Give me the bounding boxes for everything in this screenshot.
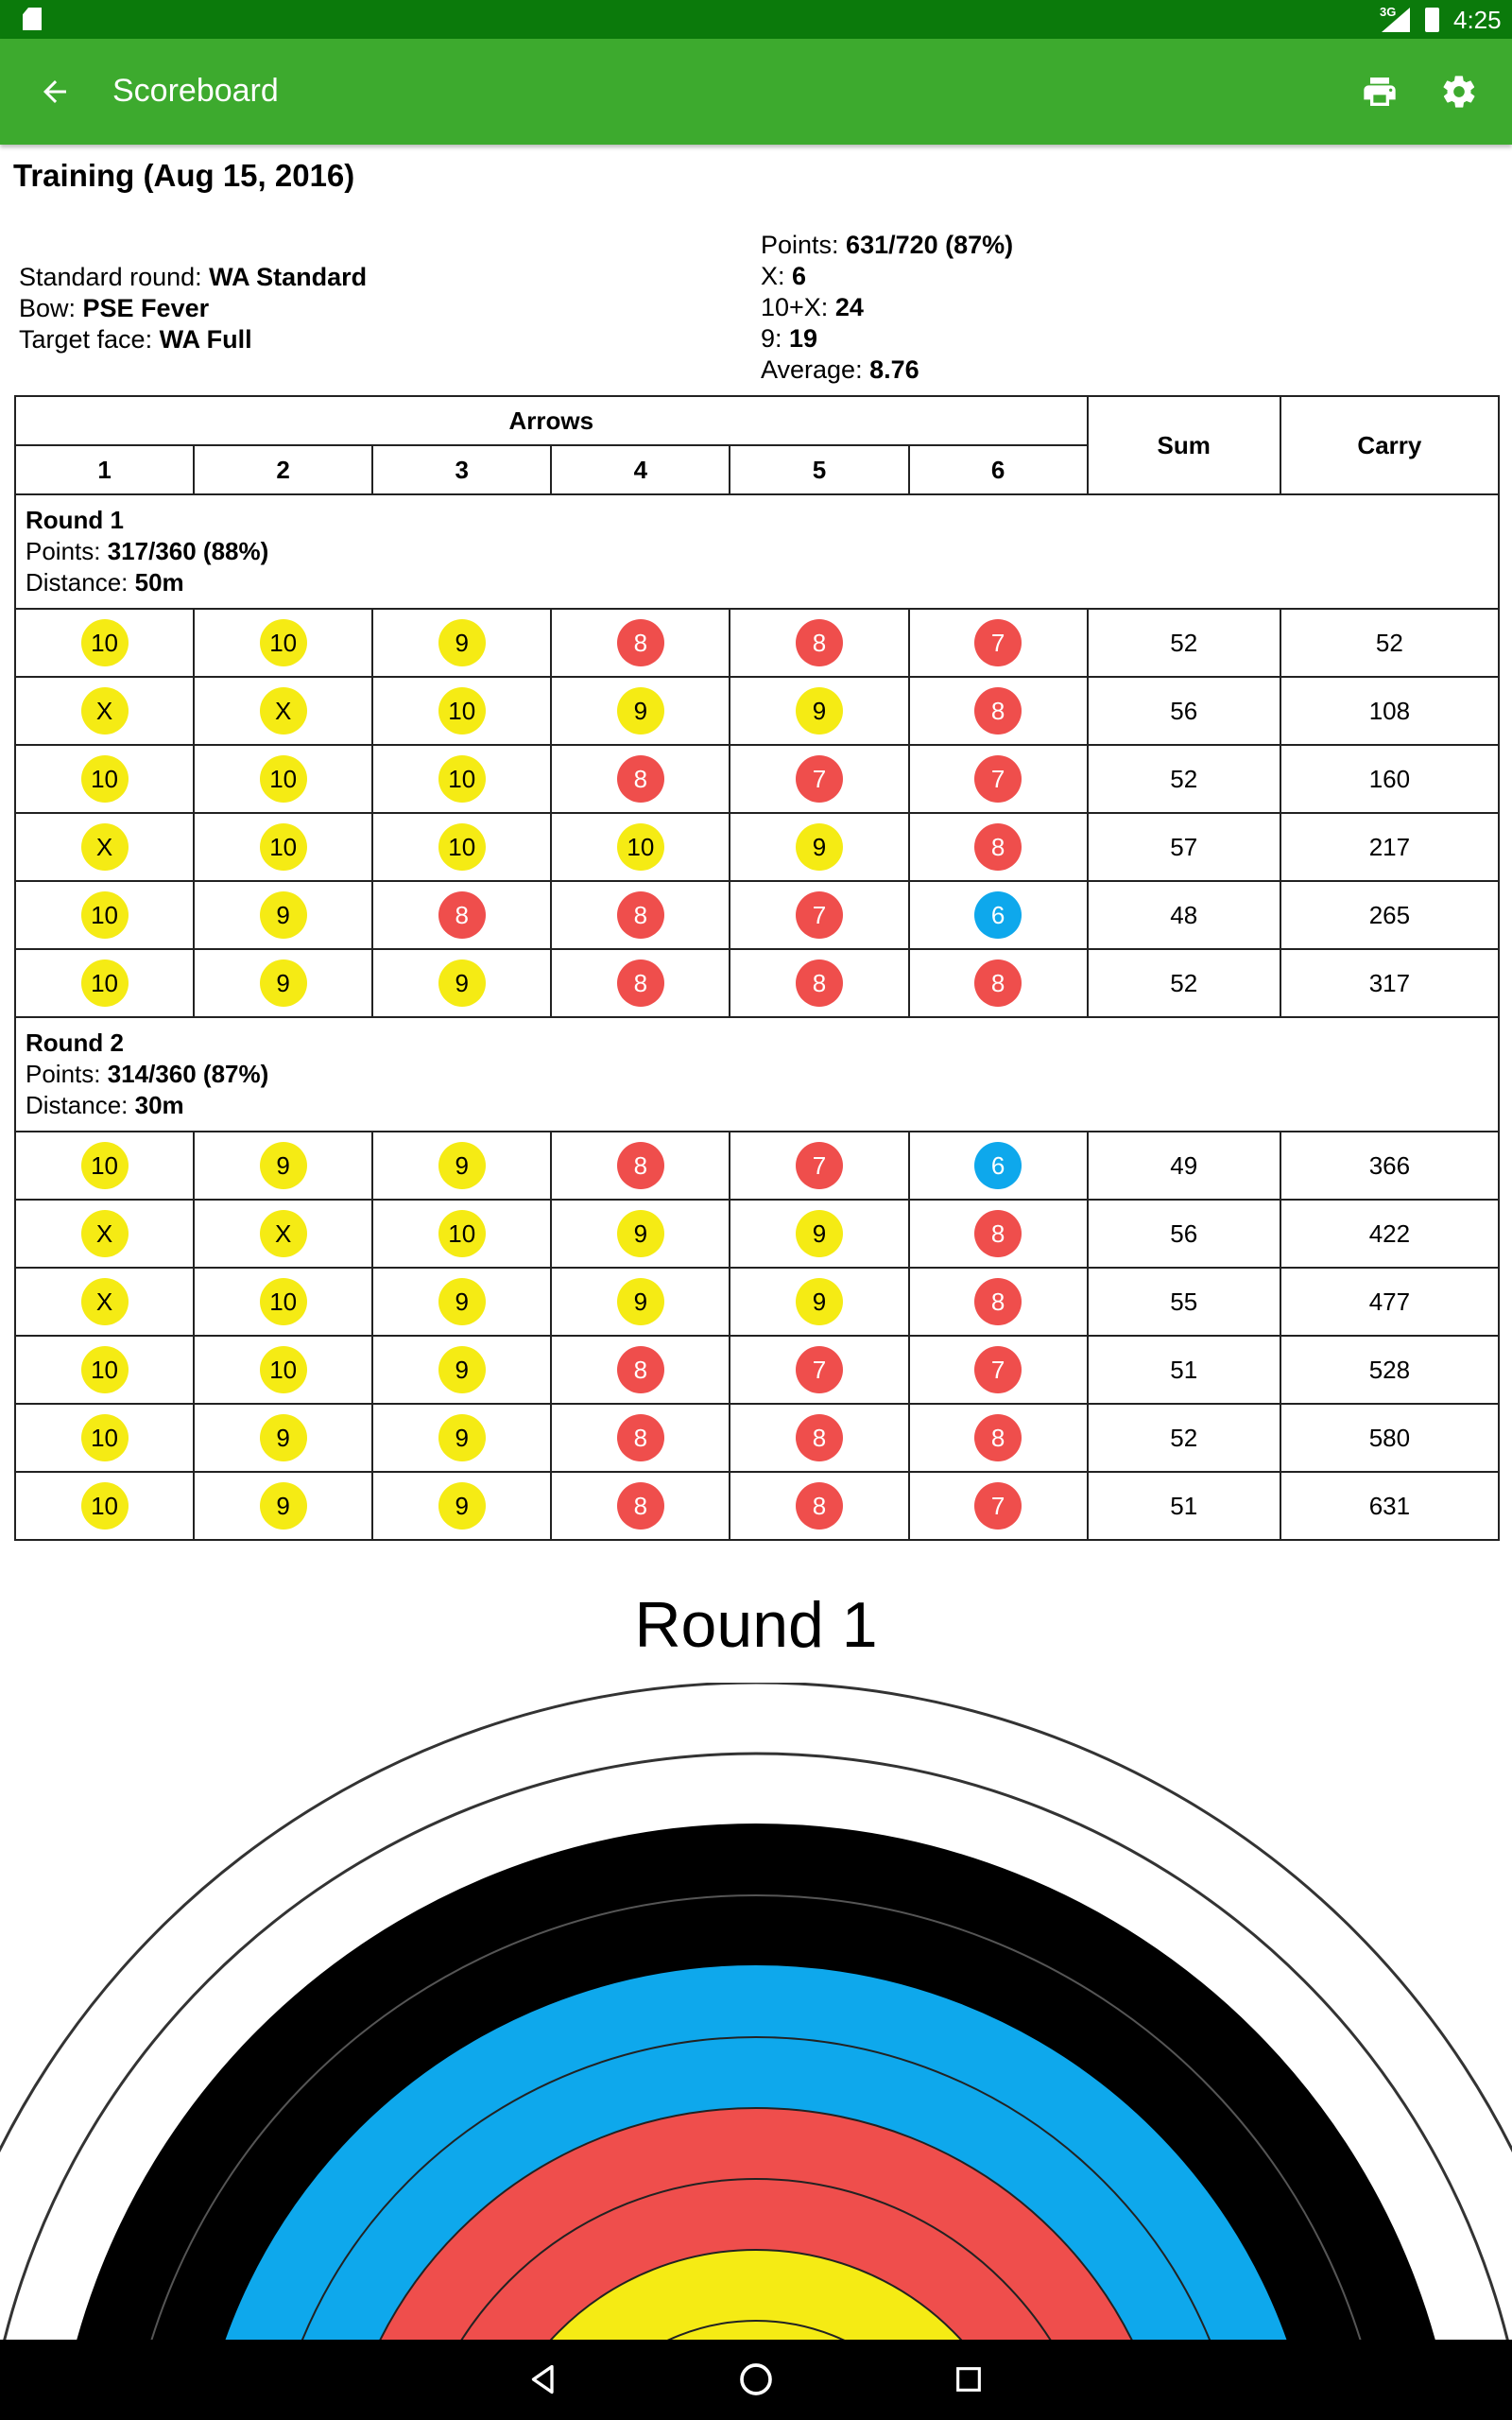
end-row <box>15 881 1499 949</box>
arrow-cell <box>15 1200 194 1268</box>
end-sum: 56 <box>1088 677 1280 745</box>
arrow-cell <box>730 1132 908 1200</box>
arrow-score: 10 <box>260 1346 307 1393</box>
end-row <box>15 1132 1499 1200</box>
arrow-score: 9 <box>438 619 486 666</box>
arrow-cell <box>194 1336 372 1404</box>
round-title <box>26 505 1488 536</box>
arrow-score: 7 <box>796 1142 843 1189</box>
arrow-cell <box>194 813 372 881</box>
arrow-score: X <box>81 687 129 735</box>
end-sum: 51 <box>1088 1472 1280 1540</box>
arrow-score: 7 <box>974 1346 1022 1393</box>
end-row <box>15 1268 1499 1336</box>
arrow-cell <box>15 745 194 813</box>
header-carry: Carry <box>1280 396 1499 494</box>
end-carry: 217 <box>1280 813 1499 881</box>
arrow-score: 10 <box>81 1482 129 1530</box>
arrow-col-header: 1 <box>15 445 194 494</box>
arrow-col-header: 2 <box>194 445 372 494</box>
arrow-cell <box>909 677 1088 745</box>
arrow-score: 8 <box>796 959 843 1007</box>
summary-9 <box>761 323 1013 354</box>
arrow-cell <box>909 1404 1088 1472</box>
round-points <box>26 536 1488 567</box>
arrow-score: 8 <box>617 1482 664 1530</box>
arrow-cell <box>15 881 194 949</box>
round-header-row <box>15 494 1499 609</box>
arrow-score: 8 <box>617 1142 664 1189</box>
end-carry: 317 <box>1280 949 1499 1017</box>
arrow-score: 8 <box>974 687 1022 735</box>
arrow-score: 9 <box>260 891 307 939</box>
arrow-cell <box>730 949 908 1017</box>
arrow-score: 8 <box>617 1414 664 1461</box>
round-distance <box>26 567 1488 598</box>
arrow-cell <box>551 677 730 745</box>
arrow-score: 7 <box>974 619 1022 666</box>
end-row <box>15 813 1499 881</box>
arrow-score: 9 <box>438 959 486 1007</box>
arrow-score: X <box>81 1210 129 1257</box>
arrow-cell <box>194 609 372 677</box>
target-face-svg <box>0 1683 1512 2340</box>
round-info <box>19 262 367 355</box>
arrow-cell <box>15 813 194 881</box>
arrow-score: 10 <box>438 687 486 735</box>
arrow-cell <box>372 1472 551 1540</box>
info-target-face <box>19 324 367 355</box>
arrow-cell <box>551 1132 730 1200</box>
arrow-score: 8 <box>796 1482 843 1530</box>
arrow-score: X <box>260 687 307 735</box>
arrow-cell <box>909 881 1088 949</box>
round-points-label: Points: <box>26 537 108 565</box>
arrow-cell <box>551 813 730 881</box>
arrow-cell <box>551 1268 730 1336</box>
arrow-col-header: 4 <box>551 445 730 494</box>
end-carry: 265 <box>1280 881 1499 949</box>
arrow-cell <box>551 609 730 677</box>
arrow-cell <box>372 677 551 745</box>
arrow-score: 9 <box>796 687 843 735</box>
arrow-score: 9 <box>796 823 843 871</box>
arrow-score: 8 <box>617 891 664 939</box>
arrow-score: 10 <box>81 1142 129 1189</box>
arrow-cell <box>15 677 194 745</box>
navigation-bar <box>0 2340 1512 2420</box>
arrow-score: 7 <box>974 1482 1022 1530</box>
round-header-row <box>15 1017 1499 1132</box>
arrow-score: 8 <box>974 823 1022 871</box>
arrow-score: 10 <box>438 755 486 803</box>
end-carry: 477 <box>1280 1268 1499 1336</box>
arrow-score: 8 <box>974 959 1022 1007</box>
end-row <box>15 1404 1499 1472</box>
summary-10x <box>761 292 1013 323</box>
arrow-score: 6 <box>974 1142 1022 1189</box>
arrow-col-header: 5 <box>730 445 908 494</box>
arrow-cell <box>909 1336 1088 1404</box>
arrow-score: 10 <box>438 1210 486 1257</box>
arrow-cell <box>372 1132 551 1200</box>
end-carry: 108 <box>1280 677 1499 745</box>
page-title: Scoreboard <box>112 73 279 109</box>
arrow-score: 9 <box>260 959 307 1007</box>
arrow-score: 7 <box>796 755 843 803</box>
summary-label: 10+X: <box>761 293 835 321</box>
arrow-score: 10 <box>617 823 664 871</box>
round-header <box>15 494 1499 609</box>
arrow-score: 9 <box>796 1278 843 1325</box>
arrow-score: 10 <box>81 755 129 803</box>
arrow-cell <box>551 1200 730 1268</box>
round-distance-label: Distance: <box>26 568 135 596</box>
square-recents-icon[interactable] <box>940 2351 997 2408</box>
arrow-cell <box>730 1268 908 1336</box>
arrow-cell <box>372 813 551 881</box>
sd-card-icon <box>23 8 42 30</box>
arrow-cell <box>15 949 194 1017</box>
summary-label: Average: <box>761 355 870 384</box>
arrow-score: 6 <box>974 891 1022 939</box>
scoreboard-body <box>15 494 1499 1540</box>
arrow-cell <box>15 1268 194 1336</box>
end-sum: 51 <box>1088 1336 1280 1404</box>
round-points <box>26 1059 1488 1090</box>
arrow-score: 9 <box>260 1482 307 1530</box>
round-title-text: Round 2 <box>26 1028 124 1057</box>
arrow-score: 8 <box>617 1346 664 1393</box>
arrow-cell <box>194 1472 372 1540</box>
network-type: 3G <box>1380 5 1397 19</box>
battery-icon <box>1425 8 1439 32</box>
end-sum: 55 <box>1088 1268 1280 1336</box>
arrow-cell <box>909 1200 1088 1268</box>
arrow-cell <box>730 1404 908 1472</box>
arrow-cell <box>15 1404 194 1472</box>
arrow-cell <box>194 1268 372 1336</box>
arrow-score: 8 <box>974 1278 1022 1325</box>
arrow-cell <box>730 1472 908 1540</box>
arrow-score: 10 <box>438 823 486 871</box>
arrow-score: 10 <box>260 1278 307 1325</box>
arrow-cell <box>730 1200 908 1268</box>
round-header <box>15 1017 1499 1132</box>
arrow-cell <box>909 1132 1088 1200</box>
summary-label: X: <box>761 262 793 290</box>
arrow-cell <box>551 1472 730 1540</box>
target-face <box>0 1683 1512 2340</box>
arrow-score: 8 <box>617 619 664 666</box>
summary-value: 8.76 <box>869 355 919 384</box>
summary-value: 631/720 (87%) <box>846 231 1014 259</box>
arrow-score: 9 <box>260 1414 307 1461</box>
arrow-score: 7 <box>974 755 1022 803</box>
arrow-cell <box>372 1200 551 1268</box>
arrow-cell <box>194 1404 372 1472</box>
round-points-value: 314/360 (87%) <box>107 1060 269 1088</box>
arrow-cell <box>909 949 1088 1017</box>
arrow-score: 9 <box>438 1278 486 1325</box>
arrow-score: 9 <box>617 1210 664 1257</box>
arrow-score: 9 <box>438 1346 486 1393</box>
summary-label: Points: <box>761 231 847 259</box>
end-row <box>15 1200 1499 1268</box>
arrow-cell <box>730 813 908 881</box>
arrow-score: 10 <box>81 1346 129 1393</box>
arrow-score: 8 <box>974 1210 1022 1257</box>
arrow-score: 9 <box>796 1210 843 1257</box>
arrow-score: 10 <box>260 755 307 803</box>
arrow-cell <box>194 745 372 813</box>
end-carry: 528 <box>1280 1336 1499 1404</box>
end-row <box>15 609 1499 677</box>
arrow-cell <box>730 677 908 745</box>
header-arrows: Arrows <box>15 396 1088 445</box>
arrow-cell <box>551 745 730 813</box>
arrow-cell <box>372 1268 551 1336</box>
arrow-score: 9 <box>438 1414 486 1461</box>
arrow-score: 8 <box>617 755 664 803</box>
end-carry: 52 <box>1280 609 1499 677</box>
arrow-cell <box>372 745 551 813</box>
arrow-cell <box>194 677 372 745</box>
end-carry: 422 <box>1280 1200 1499 1268</box>
summary-x <box>761 261 1013 292</box>
status-bar <box>0 0 1512 39</box>
info-label: Standard round: <box>19 263 210 291</box>
arrow-score: 10 <box>81 1414 129 1461</box>
end-sum: 56 <box>1088 1200 1280 1268</box>
arrow-cell <box>551 949 730 1017</box>
info-label: Bow: <box>19 294 83 322</box>
end-sum: 57 <box>1088 813 1280 881</box>
arrow-score: 8 <box>796 619 843 666</box>
arrow-col-header: 6 <box>909 445 1088 494</box>
info-value: PSE Fever <box>82 294 210 322</box>
end-row <box>15 1472 1499 1540</box>
arrow-score: 10 <box>81 891 129 939</box>
arrow-cell <box>372 609 551 677</box>
arrow-cell <box>730 881 908 949</box>
arrow-cell <box>551 1336 730 1404</box>
round-distance-value: 30m <box>134 1091 184 1119</box>
arrow-cell <box>372 881 551 949</box>
score-summary <box>761 230 1013 386</box>
end-sum: 49 <box>1088 1132 1280 1200</box>
end-sum: 48 <box>1088 881 1280 949</box>
round-title-text: Round 1 <box>26 506 124 534</box>
arrow-score: 9 <box>438 1142 486 1189</box>
arrow-cell <box>194 949 372 1017</box>
arrow-cell <box>551 881 730 949</box>
arrow-col-header: 3 <box>372 445 551 494</box>
arrow-cell <box>730 1336 908 1404</box>
arrow-score: X <box>81 823 129 871</box>
round-points-value: 317/360 (88%) <box>107 537 269 565</box>
training-title: Training (Aug 15, 2016) <box>13 158 355 193</box>
end-carry: 160 <box>1280 745 1499 813</box>
target-chart-title: Round 1 <box>634 1589 878 1661</box>
end-sum: 52 <box>1088 949 1280 1017</box>
status-time: 4:25 <box>1453 6 1502 34</box>
info-standard-round <box>19 262 367 293</box>
round-distance-label: Distance: <box>26 1091 135 1119</box>
arrow-cell <box>551 1404 730 1472</box>
summary-points <box>761 230 1013 261</box>
arrow-cell <box>194 1132 372 1200</box>
end-carry: 631 <box>1280 1472 1499 1540</box>
round-title <box>26 1028 1488 1059</box>
arrow-score: 9 <box>617 1278 664 1325</box>
printer-icon[interactable] <box>1351 65 1408 118</box>
arrow-cell <box>372 1336 551 1404</box>
arrow-cell <box>372 949 551 1017</box>
header-sum: Sum <box>1088 396 1280 494</box>
summary-average <box>761 354 1013 386</box>
arrow-score: X <box>260 1210 307 1257</box>
arrow-score: 9 <box>438 1482 486 1530</box>
arrow-cell <box>730 745 908 813</box>
arrow-cell <box>909 813 1088 881</box>
summary-value: 6 <box>792 262 807 290</box>
end-sum: 52 <box>1088 745 1280 813</box>
arrow-cell <box>730 609 908 677</box>
arrow-score: 8 <box>438 891 486 939</box>
arrow-cell <box>15 1132 194 1200</box>
arrow-score: 9 <box>260 1142 307 1189</box>
circle-home-icon[interactable] <box>728 2351 784 2408</box>
gear-icon[interactable] <box>1431 65 1487 118</box>
arrow-cell <box>15 609 194 677</box>
arrow-score: 10 <box>260 619 307 666</box>
arrow-cell <box>15 1472 194 1540</box>
end-carry: 580 <box>1280 1404 1499 1472</box>
round-distance <box>26 1090 1488 1121</box>
round-distance-value: 50m <box>134 568 184 596</box>
end-sum: 52 <box>1088 609 1280 677</box>
summary-label: 9: <box>761 324 790 353</box>
info-bow <box>19 293 367 324</box>
arrow-score: 8 <box>796 1414 843 1461</box>
end-row <box>15 677 1499 745</box>
arrow-score: 9 <box>617 687 664 735</box>
arrow-score: 8 <box>974 1414 1022 1461</box>
back-arrow-icon[interactable] <box>28 65 81 118</box>
arrow-cell <box>194 881 372 949</box>
end-carry: 366 <box>1280 1132 1499 1200</box>
arrow-cell <box>909 1268 1088 1336</box>
info-value: WA Standard <box>209 263 368 291</box>
scoreboard-table <box>14 395 1500 1541</box>
arrow-cell <box>15 1336 194 1404</box>
arrow-cell <box>194 1200 372 1268</box>
info-value: WA Full <box>159 325 252 354</box>
triangle-back-icon[interactable] <box>515 2351 572 2408</box>
end-row <box>15 745 1499 813</box>
arrow-cell <box>372 1404 551 1472</box>
arrow-score: 7 <box>796 891 843 939</box>
app-bar <box>0 39 1512 145</box>
arrow-score: 10 <box>81 619 129 666</box>
end-row <box>15 1336 1499 1404</box>
table-header-row <box>15 396 1499 445</box>
arrow-score: X <box>81 1278 129 1325</box>
arrow-score: 10 <box>260 823 307 871</box>
end-sum: 52 <box>1088 1404 1280 1472</box>
summary-value: 24 <box>834 293 864 321</box>
arrow-cell <box>909 609 1088 677</box>
arrow-cell <box>909 1472 1088 1540</box>
arrow-score: 7 <box>796 1346 843 1393</box>
end-row <box>15 949 1499 1017</box>
arrow-cell <box>909 745 1088 813</box>
round-points-label: Points: <box>26 1060 108 1088</box>
arrow-score: 8 <box>617 959 664 1007</box>
summary-value: 19 <box>789 324 818 353</box>
info-label: Target face: <box>19 325 160 354</box>
arrow-score: 10 <box>81 959 129 1007</box>
